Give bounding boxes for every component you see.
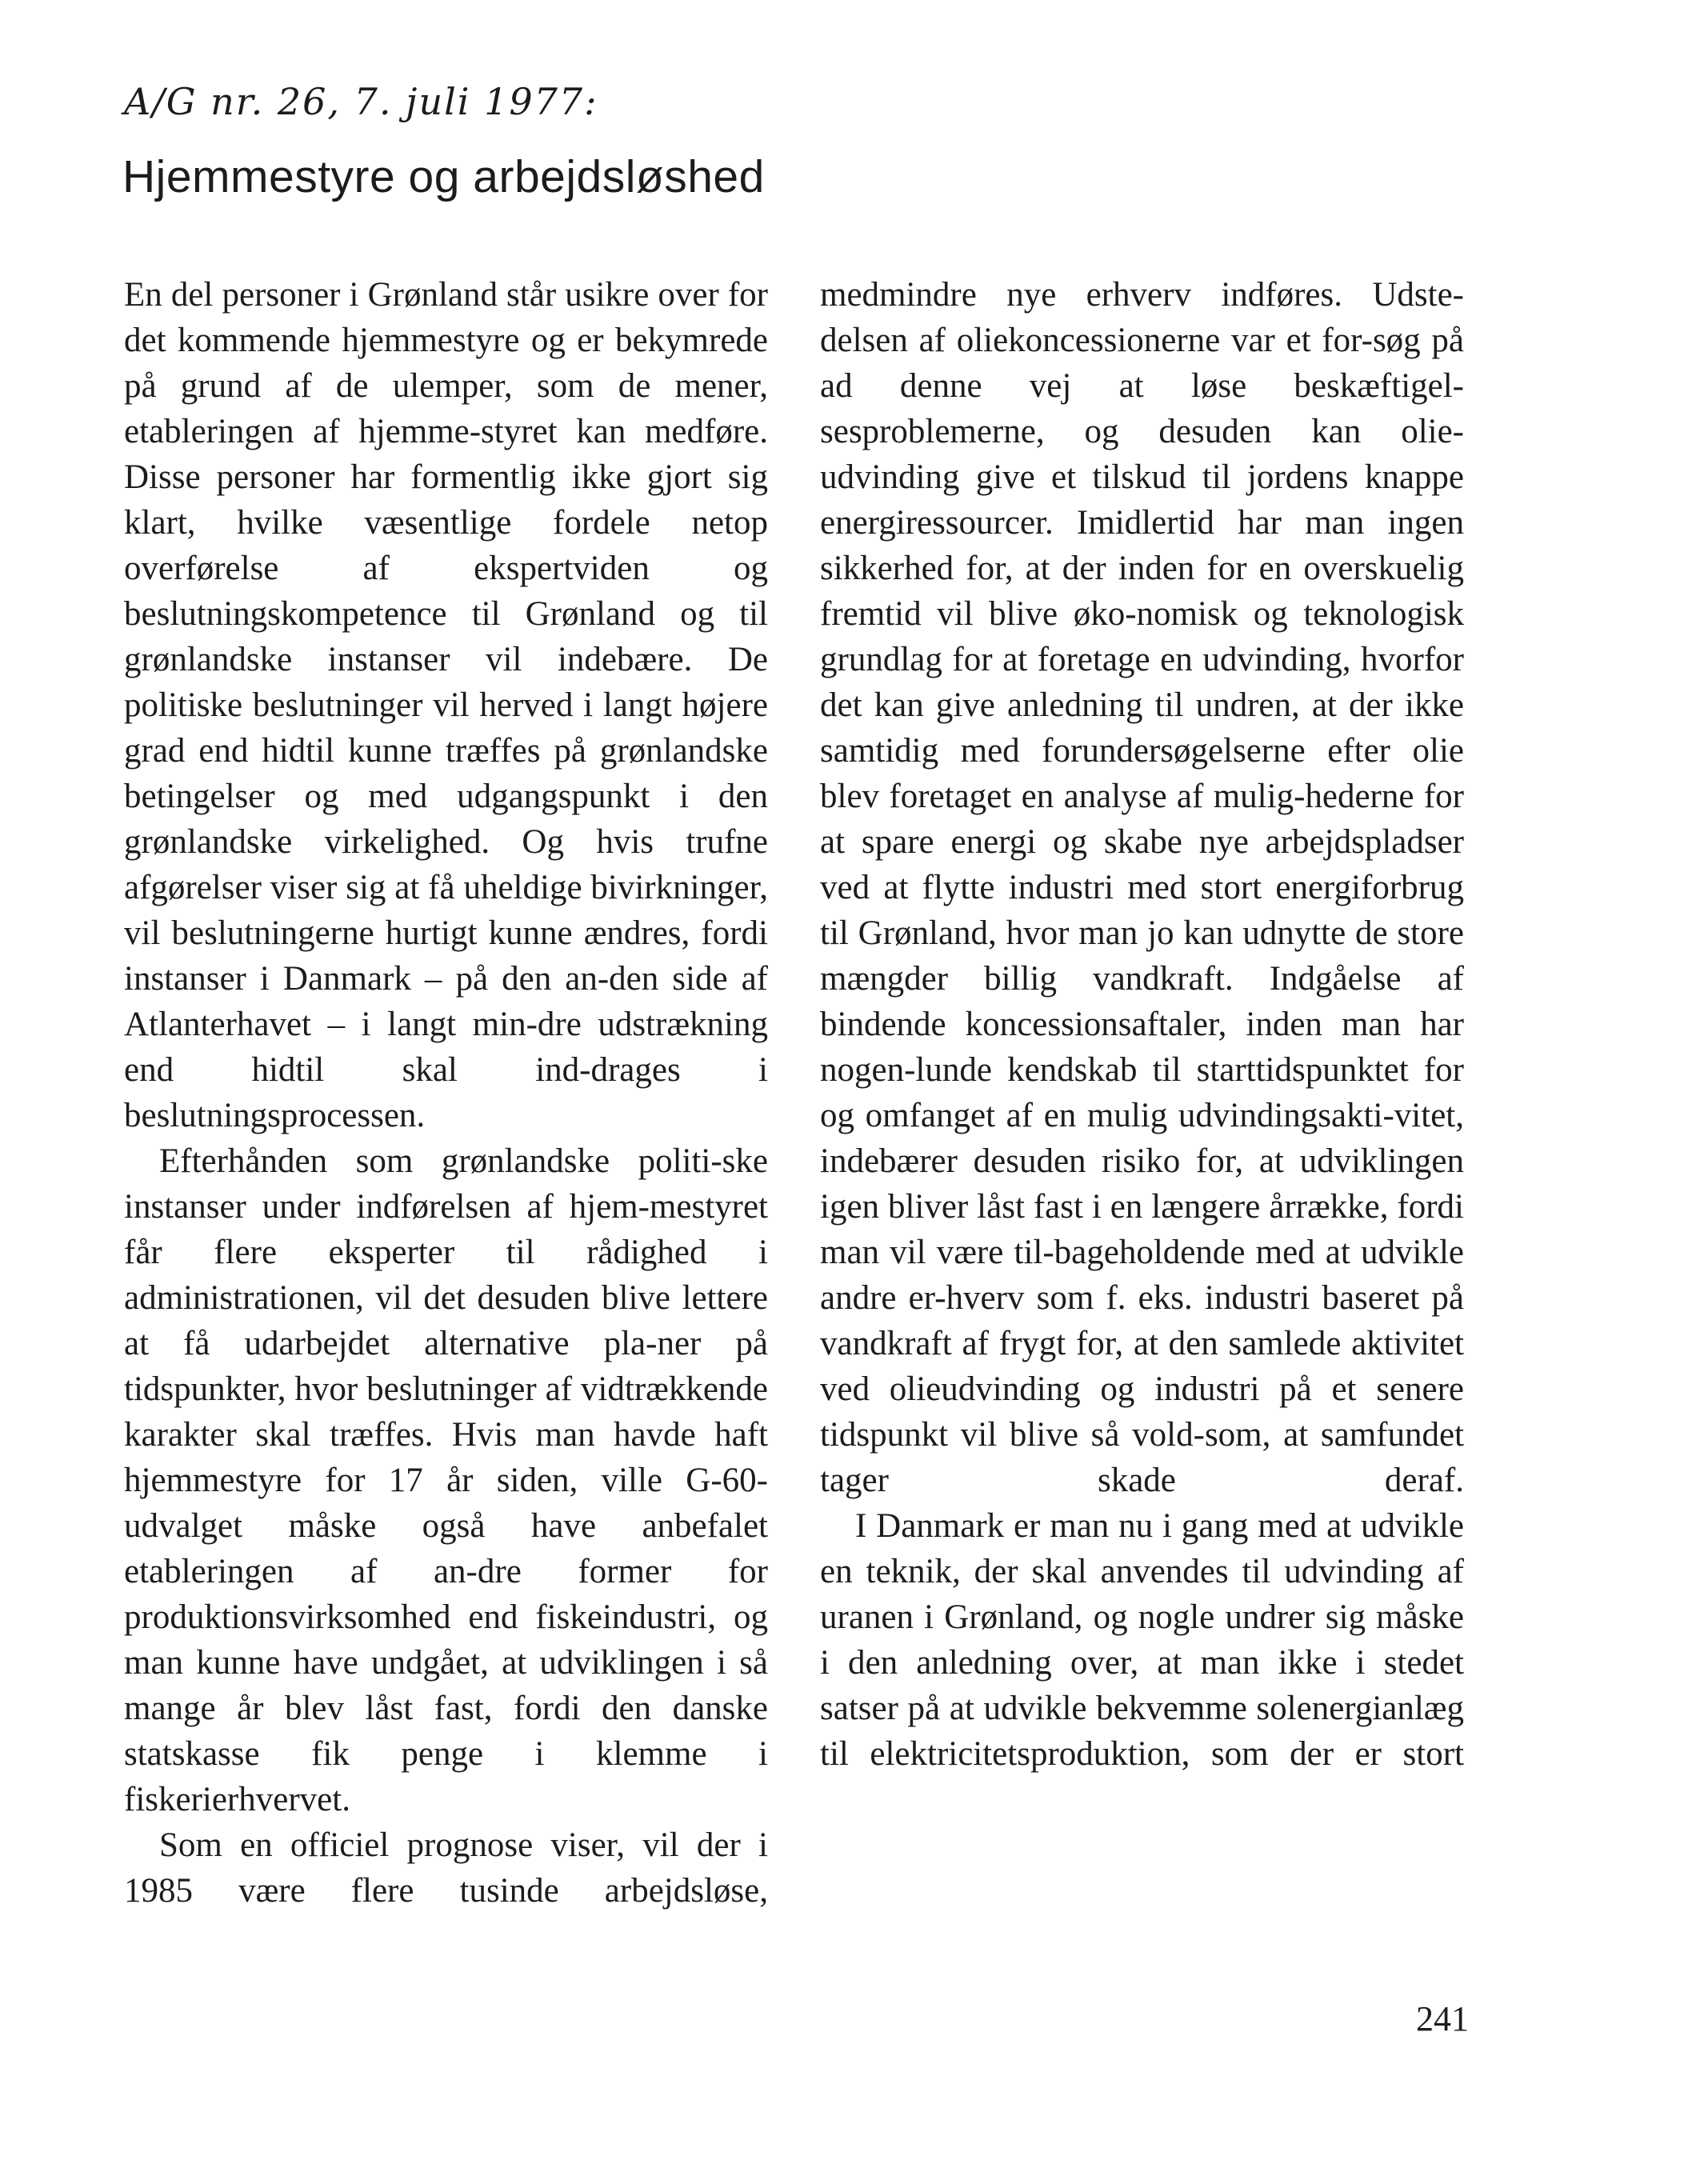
paragraph: medmindre nye erhverv indføres. Udste-delsen af oliekoncessionerne var et for-søg på ad denne vej at løse beskæftigel-sesproblemerne, og desuden kan olie-udvinding give et tilskud til jordens knappe energiressourcer. Imidlertid har man ingen sikkerhed for, at der inden for en overskuelig fremtid vil blive øko-nomisk og teknologisk grundlag for at foretage en udvinding, hvorfor det kan give anledning til undren, at der ikke samtidig med forundersøgelserne efter olie blev foretaget en analyse af mulig-hederne for at spare energi og skabe nye arbejdspladser ved at flytte industri med stort energiforbrug til Grønland, hvor man jo kan udnytte de store mængder billig vandkraft. Indgåelse af bindende koncessionsaftaler, inden man har nogen-lunde kendskab til starttidspunktet for og omfanget af en mulig udvindingsakti-vitet, indebærer desuden risiko for, at udviklingen igen bliver låst fast i en længere årrække, fordi man vil være til-bageholdende med at udvikle andre er-hverv som f. eks. industri baseret på vandkraft af frygt for, at den samlede aktivitet ved olieudvinding og industri på et senere tidspunkt vil blive så vold-som, at samfundet tager skade deraf. [820,276,1464,1499]
paragraph: I Danmark er man nu i gang med at udvikle en teknik, der skal anvendes til udvinding af uranen i Grønland, og nogle undrer sig måske i den anledning over, at man ikke i stedet satser på at udvikle bekvemme solenergianlæg til elektricitetsproduktion, som der er stort [820,1507,1464,1773]
right-column [820,272,1464,1777]
left-column [124,272,768,1914]
page-number: 241 [1416,1999,1469,2038]
paragraph: En del personer i Grønland står usikre over for det kommende hjemmestyre og er bekymrede på grund af de ulemper, som de mener, etableringen af hjemme-styret kan medføre. Disse personer har formentlig ikke gjort sig klart, hvilke væsentlige fordele netop overførelse af ekspertviden og beslutningskompetence til Grønland og til grønlandske instanser vil indebære. De politiske beslutninger vil herved i langt højere grad end hidtil kunne træffes på grønlandske betingelser og med udgangspunkt i den grønlandske virkelighed. Og hvis trufne afgørelser viser sig at få uheldige bivirkninger, vil beslutningerne hurtigt kunne ændres, fordi instanser i Danmark – på den an-den side af Atlanterhavet – i langt min-dre udstrækning end hidtil skal ind-drages i beslutningsprocessen. [124,276,768,1134]
publication-reference: A/G nr. 26, 7. juli 1977: [124,80,598,123]
article-title: Hjemmestyre og arbejdsløshed [122,151,765,202]
paragraph: Efterhånden som grønlandske politi-ske instanser under indførelsen af hjem-mestyret får flere eksperter til rådighed i administrationen, vil det desuden blive lettere at få udarbejdet alternative pla-ner på tidspunkter, hvor beslutninger af vidtrækkende karakter skal træffes. Hvis man havde haft hjemmestyre for 17 år siden, ville G-60-udvalget måske også have anbefalet etableringen af an-dre former for produktionsvirksomhed end fiskeindustri, og man kunne have undgået, at udviklingen i så mange år blev låst fast, fordi den danske statskasse fik penge i klemme i fiskerierhvervet. [124,1142,768,1818]
paragraph: Som en officiel prognose viser, vil der i 1985 være flere tusinde arbejdsløse, [124,1826,768,1910]
